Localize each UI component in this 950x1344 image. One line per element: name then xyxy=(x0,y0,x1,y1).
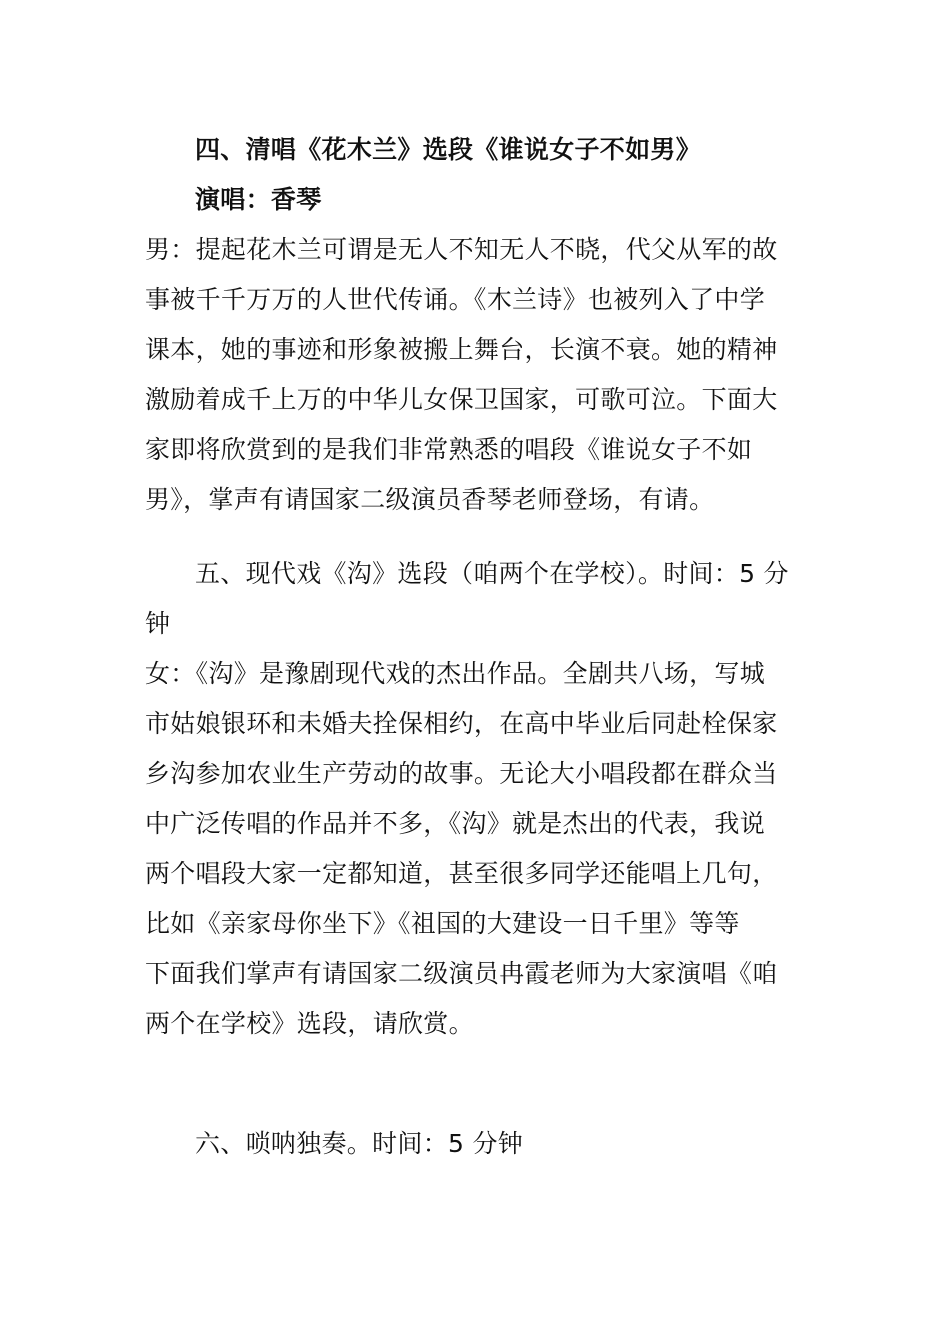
section-5-paragraph-line: 女：《沟》是豫剧现代戏的杰出作品。全剧共八场，写城 xyxy=(145,659,766,688)
section-4-title: 四、清唱《花木兰》选段《谁说女子不如男》 xyxy=(195,135,702,164)
section-4-paragraph-line: 课本，她的事迹和形象被搬上舞台，长演不衰。她的精神 xyxy=(145,335,778,364)
section-4-paragraph-line: 激励着成千上万的中华儿女保卫国家，可歌可泣。下面大 xyxy=(145,385,778,414)
section-5-paragraph-line: 中广泛传唱的作品并不多，《沟》就是杰出的代表，我说 xyxy=(145,809,766,838)
section-5-paragraph-line: 两个唱段大家一定都知道，甚至很多同学还能唱上几句， xyxy=(145,859,778,888)
section-4-paragraph-line: 事被千千万万的人世代传诵。《木兰诗》也被列入了中学 xyxy=(145,285,766,314)
section-5-title-continuation: 钟 xyxy=(145,609,171,638)
section-5-paragraph-line: 市姑娘银环和未婚夫拴保相约，在高中毕业后同赴栓保家 xyxy=(145,709,778,738)
section-4-paragraph-line: 男：提起花木兰可谓是无人不知无人不晓，代父从军的故 xyxy=(145,235,778,264)
section-6-title: 六、唢呐独奏。时间：5 分钟 xyxy=(195,1129,524,1158)
section-5-title: 五、现代戏《沟》选段（咱两个在学校）。时间：5 分 xyxy=(195,559,789,588)
section-5-paragraph-line: 下面我们掌声有请国家二级演员冉霞老师为大家演唱《咱 xyxy=(145,959,778,988)
section-5-paragraph-line: 乡沟参加农业生产劳动的故事。无论大小唱段都在群众当 xyxy=(145,759,778,788)
section-4-paragraph-line: 家即将欣赏到的是我们非常熟悉的唱段《谁说女子不如 xyxy=(145,435,753,464)
section-4-paragraph-line: 男》，掌声有请国家二级演员香琴老师登场，有请。 xyxy=(145,485,715,514)
section-5-paragraph-line: 比如《亲家母你坐下》《祖国的大建设一日千里》等等 xyxy=(145,909,740,938)
section-4-performer: 演唱：香琴 xyxy=(195,185,322,214)
section-5-paragraph-line: 两个在学校》选段，请欣赏。 xyxy=(145,1009,474,1038)
